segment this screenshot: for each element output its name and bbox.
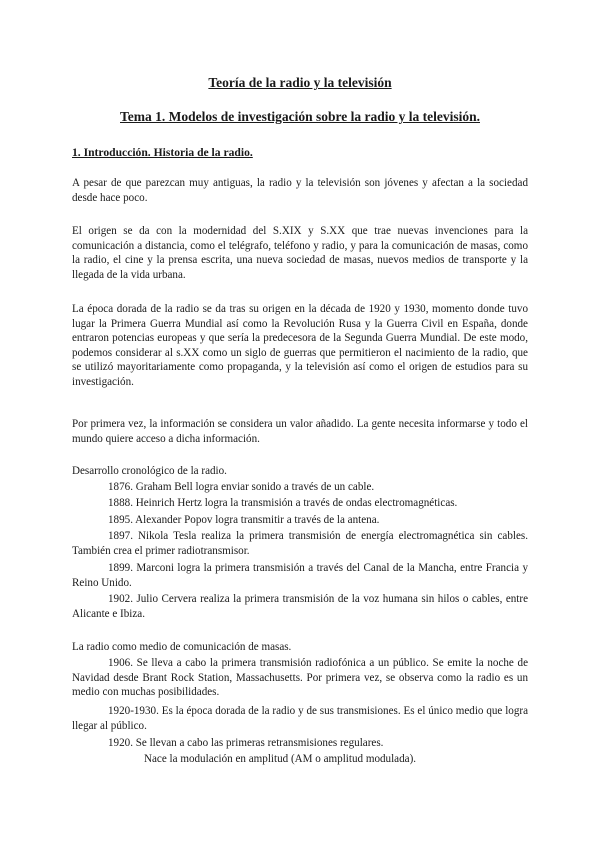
mass-media-subitem: Nace la modulación en amplitud (AM o amplitud modulada).	[144, 753, 417, 765]
document-title: Teoría de la radio y la televisión	[208, 75, 392, 90]
document-subtitle: Tema 1. Modelos de investigación sobre la radio y la televisión.	[120, 109, 480, 124]
chronology-item: 1895. Alexander Popov logra transmitir a través de la antena.	[108, 514, 380, 526]
mass-media-item: 1906. Se lleva a cabo la primera transmisión radiofónica a un público. Se emite la noche de Navidad desde Brant Rock Station, Massachusetts. Por primera vez, se observa como la radio es un medio con muchas posibilidades.	[72, 657, 528, 699]
section-heading: 1. Introducción. Historia de la radio.	[72, 146, 253, 159]
paragraph: A pesar de que parezcan muy antiguas, la radio y la televisión son jóvenes y afectan a la sociedad desde hace poco.	[72, 177, 528, 204]
chronology-item: 1902. Julio Cervera realiza la primera transmisión de la voz humana sin hilos o cables, entre Alicante e Ibiza.	[72, 593, 528, 620]
paragraph: Por primera vez, la información se considera un valor añadido. La gente necesita informarse y todo el mundo quiere acceso a dicha información.	[72, 418, 528, 445]
mass-media-item: 1920. Se llevan a cabo las primeras retransmisiones regulares.	[108, 737, 384, 749]
chronology-item: 1876. Graham Bell logra enviar sonido a través de un cable.	[108, 481, 375, 493]
paragraph: La época dorada de la radio se da tras su origen en la década de 1920 y 1930, momento donde tuvo lugar la Primera Guerra Mundial así como la Revolución Rusa y la Guerra Civil en España, donde entraron potencias europeas y que sería la predecesora de la Segunda Guerra Mundial. De este modo, podemos considerar al s.XX como un siglo de guerras que permitieron el nacimiento de la radio, que se utilizó mayoritariamente como propaganda, y la televisión así como el origen de estudios para su investigación.	[72, 303, 528, 388]
paragraph: El origen se da con la modernidad del S.XIX y S.XX que trae nuevas invenciones para la comunicación a distancia, como el telégrafo, teléfono y radio, y para la comunicación de masas, como la radio, el cine y la prensa escrita, una nueva sociedad de masas, nuevos medios de transporte y la llegada de la vida urbana.	[72, 225, 528, 281]
chronology-item: 1888. Heinrich Hertz logra la transmisión a través de ondas electromagnéticas.	[108, 497, 458, 509]
chronology-heading: Desarrollo cronológico de la radio.	[72, 465, 227, 477]
chronology-item: 1899. Marconi logra la primera transmisión a través del Canal de la Mancha, entre Francia y Reino Unido.	[72, 562, 528, 589]
mass-media-heading: La radio como medio de comunicación de masas.	[72, 641, 292, 653]
chronology-item: 1897. Nikola Tesla realiza la primera transmisión de energía electromagnética sin cables. También crea el primer radiotransmisor.	[72, 530, 528, 557]
mass-media-item: 1920-1930. Es la época dorada de la radio y de sus transmisiones. Es el único medio que logra llegar al público.	[72, 705, 528, 732]
